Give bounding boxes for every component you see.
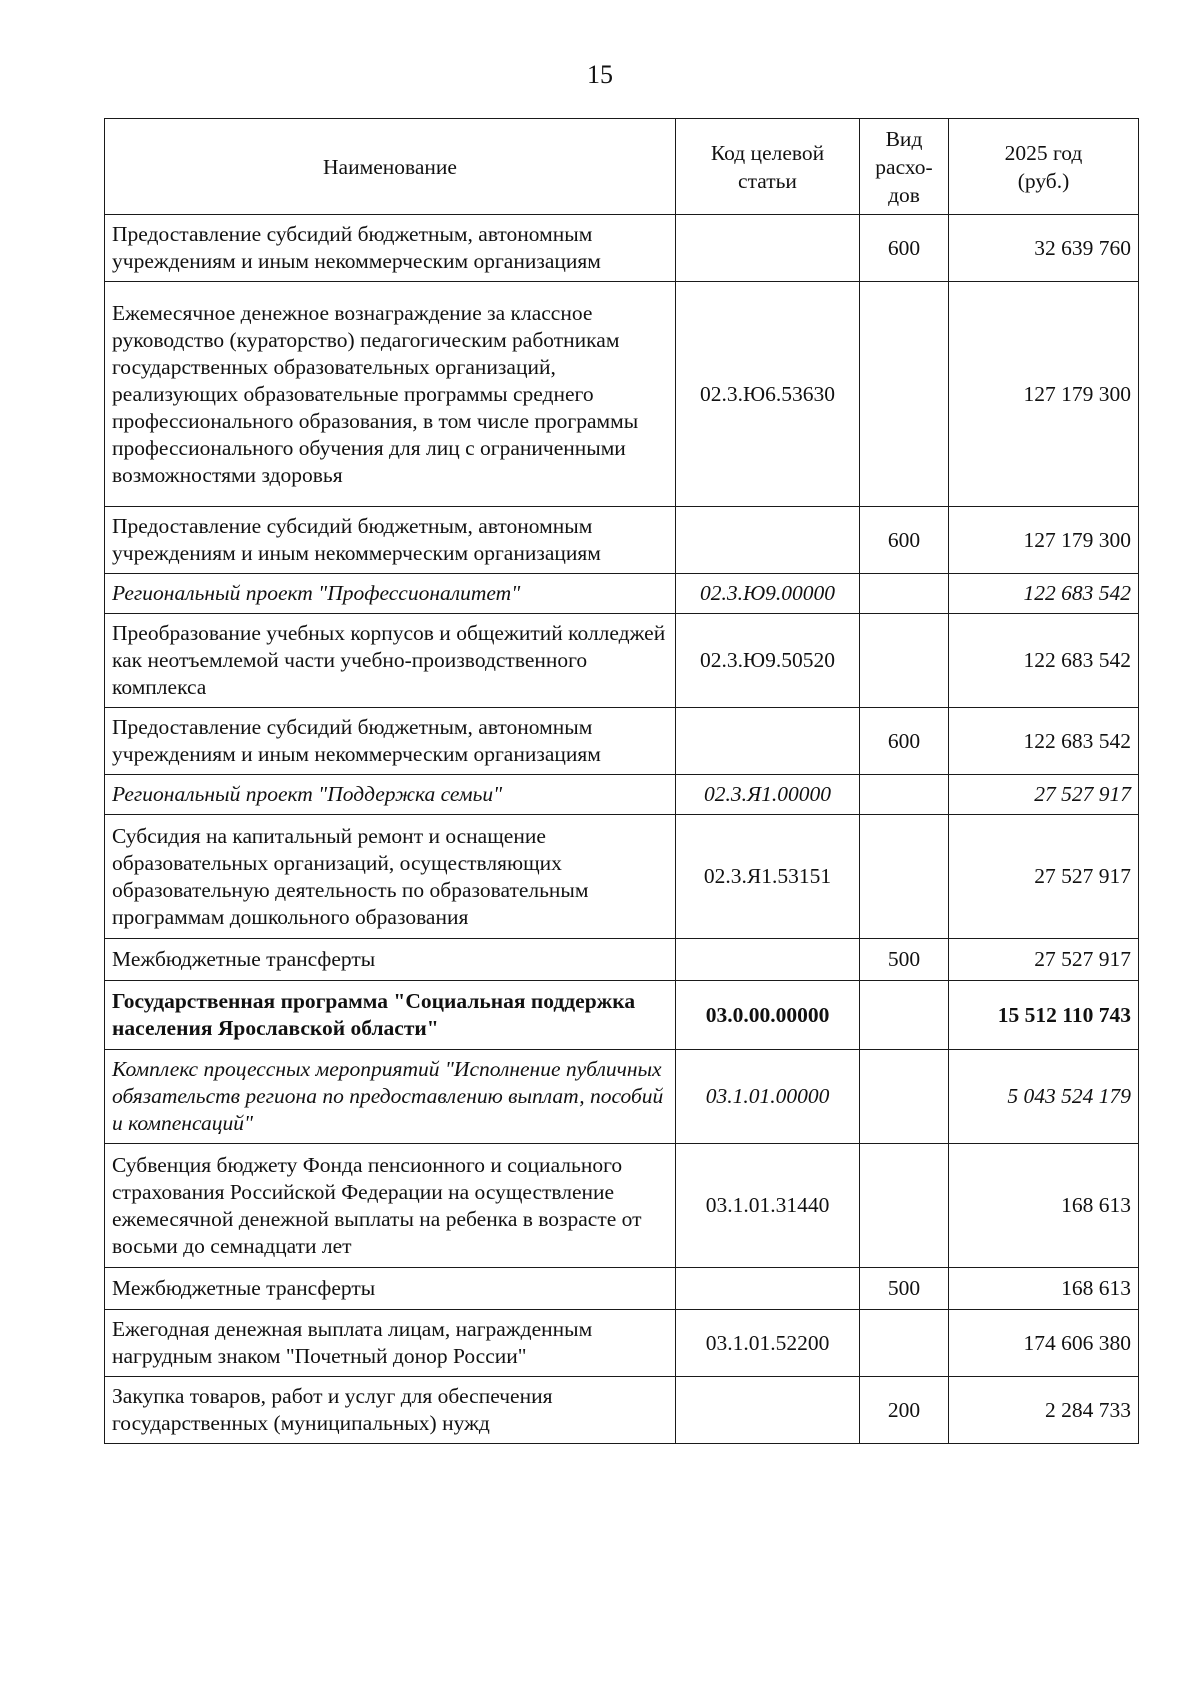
table-body bbox=[105, 215, 1139, 1444]
cell-name: Предоставление субсидий бюджетным, автономным учреждениям и иным некоммерческим организациям bbox=[105, 215, 676, 282]
table-row bbox=[105, 282, 1139, 507]
header-code: Код целевой статьи bbox=[676, 119, 860, 215]
header-row bbox=[105, 119, 1139, 215]
cell-type bbox=[860, 282, 949, 507]
cell-type: 200 bbox=[860, 1377, 949, 1444]
cell-code: 02.3.Ю6.53630 bbox=[676, 282, 860, 507]
cell-name: Ежемесячное денежное вознаграждение за классное руководство (кураторство) педагогическим работникам государственных образовательных организаций, реализующих образовательные программы среднего профессионального образования, в том числе программы профессионального обучения для лиц с ограниченными возможностями здоровья bbox=[105, 282, 676, 507]
cell-sum: 174 606 380 bbox=[949, 1310, 1139, 1377]
cell-sum: 127 179 300 bbox=[949, 507, 1139, 574]
cell-code bbox=[676, 507, 860, 574]
cell-type bbox=[860, 614, 949, 708]
cell-name: Предоставление субсидий бюджетным, автономным учреждениям и иным некоммерческим организациям bbox=[105, 708, 676, 775]
cell-type bbox=[860, 1310, 949, 1377]
cell-name: Субсидия на капитальный ремонт и оснащение образовательных организаций, осуществляющих образовательную деятельность по образовательным программам дошкольного образования bbox=[105, 815, 676, 939]
cell-code bbox=[676, 708, 860, 775]
table-row bbox=[105, 574, 1139, 614]
table-row bbox=[105, 775, 1139, 815]
cell-name: Комплекс процессных мероприятий "Исполнение публичных обязательств региона по предоставлению выплат, пособий и компенсаций" bbox=[105, 1050, 676, 1144]
cell-code: 03.1.01.52200 bbox=[676, 1310, 860, 1377]
cell-name: Преобразование учебных корпусов и общежитий колледжей как неотъемлемой части учебно-производственного комплекса bbox=[105, 614, 676, 708]
header-name: Наименование bbox=[105, 119, 676, 215]
cell-code: 02.3.Ю9.50520 bbox=[676, 614, 860, 708]
cell-type: 600 bbox=[860, 215, 949, 282]
header-sum: 2025 год (руб.) bbox=[949, 119, 1139, 215]
cell-sum: 127 179 300 bbox=[949, 282, 1139, 507]
cell-name: Закупка товаров, работ и услуг для обеспечения государственных (муниципальных) нужд bbox=[105, 1377, 676, 1444]
table-row bbox=[105, 1144, 1139, 1268]
cell-code bbox=[676, 1268, 860, 1310]
cell-type: 500 bbox=[860, 939, 949, 981]
table-row bbox=[105, 1268, 1139, 1310]
cell-sum: 168 613 bbox=[949, 1268, 1139, 1310]
cell-type: 500 bbox=[860, 1268, 949, 1310]
cell-type bbox=[860, 1050, 949, 1144]
cell-sum: 32 639 760 bbox=[949, 215, 1139, 282]
cell-type bbox=[860, 981, 949, 1050]
cell-name: Предоставление субсидий бюджетным, автономным учреждениям и иным некоммерческим организациям bbox=[105, 507, 676, 574]
cell-name: Межбюджетные трансферты bbox=[105, 1268, 676, 1310]
cell-sum: 122 683 542 bbox=[949, 614, 1139, 708]
table-row bbox=[105, 614, 1139, 708]
budget-table bbox=[104, 118, 1139, 1444]
cell-name: Межбюджетные трансферты bbox=[105, 939, 676, 981]
cell-type bbox=[860, 574, 949, 614]
cell-name: Региональный проект "Профессионалитет" bbox=[105, 574, 676, 614]
cell-sum: 122 683 542 bbox=[949, 708, 1139, 775]
cell-type: 600 bbox=[860, 507, 949, 574]
table-row bbox=[105, 815, 1139, 939]
table-row bbox=[105, 215, 1139, 282]
cell-code bbox=[676, 215, 860, 282]
cell-sum: 27 527 917 bbox=[949, 939, 1139, 981]
cell-type bbox=[860, 815, 949, 939]
cell-sum: 5 043 524 179 bbox=[949, 1050, 1139, 1144]
table-row bbox=[105, 939, 1139, 981]
cell-code: 03.1.01.31440 bbox=[676, 1144, 860, 1268]
table-row bbox=[105, 1377, 1139, 1444]
cell-code: 02.3.Я1.53151 bbox=[676, 815, 860, 939]
cell-name: Субвенция бюджету Фонда пенсионного и социального страхования Российской Федерации на осуществление ежемесячной денежной выплаты на ребенка в возрасте от восьми до семнадцати лет bbox=[105, 1144, 676, 1268]
cell-type bbox=[860, 775, 949, 815]
cell-code: 03.0.00.00000 bbox=[676, 981, 860, 1050]
table-row bbox=[105, 1050, 1139, 1144]
table-row bbox=[105, 981, 1139, 1050]
table-row bbox=[105, 1310, 1139, 1377]
cell-name: Региональный проект "Поддержка семьи" bbox=[105, 775, 676, 815]
header-type: Вид расхо-дов bbox=[860, 119, 949, 215]
cell-sum: 27 527 917 bbox=[949, 815, 1139, 939]
cell-name: Ежегодная денежная выплата лицам, награжденным нагрудным знаком "Почетный донор России" bbox=[105, 1310, 676, 1377]
cell-code bbox=[676, 1377, 860, 1444]
cell-sum: 2 284 733 bbox=[949, 1377, 1139, 1444]
cell-code: 02.3.Я1.00000 bbox=[676, 775, 860, 815]
cell-name: Государственная программа "Социальная поддержка населения Ярославской области" bbox=[105, 981, 676, 1050]
table-row bbox=[105, 507, 1139, 574]
cell-code bbox=[676, 939, 860, 981]
cell-type: 600 bbox=[860, 708, 949, 775]
cell-code: 02.3.Ю9.00000 bbox=[676, 574, 860, 614]
cell-sum: 15 512 110 743 bbox=[949, 981, 1139, 1050]
cell-code: 03.1.01.00000 bbox=[676, 1050, 860, 1144]
cell-type bbox=[860, 1144, 949, 1268]
page-number: 15 bbox=[587, 60, 613, 89]
cell-sum: 122 683 542 bbox=[949, 574, 1139, 614]
table-header bbox=[105, 119, 1139, 215]
cell-sum: 27 527 917 bbox=[949, 775, 1139, 815]
cell-sum: 168 613 bbox=[949, 1144, 1139, 1268]
table-row bbox=[105, 708, 1139, 775]
